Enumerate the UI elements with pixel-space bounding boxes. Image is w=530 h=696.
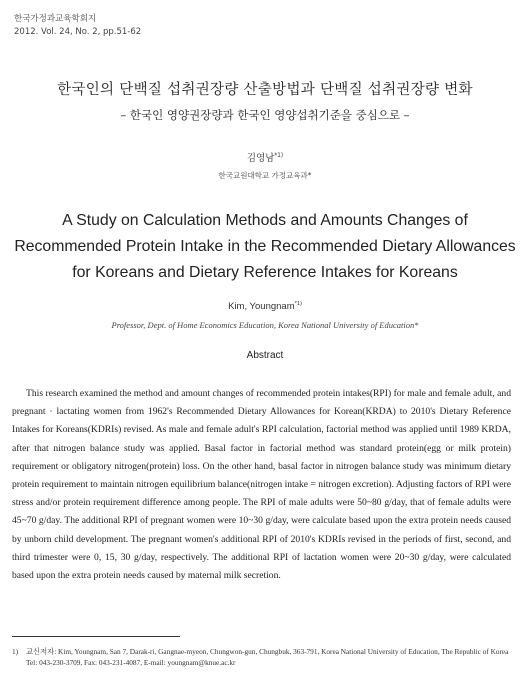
english-title: A Study on Calculation Methods and Amounts Changes of Recommended Protein Intake in the Recommended Dietary Allowances for Koreans and Dietary Reference Intakes for Koreans [14, 212, 516, 281]
footnote [12, 646, 517, 668]
journal-header [14, 13, 141, 39]
korean-author-mark: *1) [274, 152, 284, 159]
footnote-divider [12, 636, 180, 637]
korean-affiliation: 한국교원대학교 가정교육과* [218, 171, 312, 180]
korean-title: 한국인의 단백질 섭취권장량 산출방법과 단백질 섭취권장량 변화 [57, 82, 473, 98]
korean-author [0, 150, 530, 164]
footnote-address: 교신저자: Kim, Youngnam, San 7, Darak-ri, Gangnae-myeon, Chungwon-gun, Chungbuk, 363-791, Korea National University of Education, The Republic of Korea [26, 647, 509, 656]
abstract-heading: Abstract [246, 350, 284, 361]
footnote-contact: Tel: 043-230-3709, Fax: 043-231-4087, E-mail: youngnam@knue.ac.kr [26, 658, 236, 667]
english-author [0, 301, 530, 312]
journal-name: 한국가정과교육학회지 [14, 14, 97, 24]
abstract-body: This research examined the method and amount changes of recommended protein intakes(RPI) for male and female adult, and pregnant · lactating women from 1962's Recommended Dietary Allowances for Korean(KRDA) to 2010's Dietary Reference Intakes for Koreans(KDRIs) revised. As male and female adult's RPI calculation, factorial method was applied until 1989 KRDA, after that nitrogen balance study was applied. Basal factor in factorial method was standard protein(egg or milk protein) requirement or obligatory nitrogen(protein) loss. On the other hand, basal factor in nitrogen balance study was minimum dietary protein requirement to maintain nitrogen equilibrium balance(nitrogen intake = nitrogen excretion). Adjusting factors of RPI were stress and/or protein requirement difference among people. The RPI of male adults were 50~80 g/day, that of female adults were 45~70 g/day. The additional RPI of pregnant women were 10~30 g/day, were calculate based upon the extra protein needs caused by unborn child development. The pregnant women's additional RPI of 2010's KDRIs revised in the periods of first, second, and third trimester were 0, 15, 30 g/day, respectively. The additional RPI of lactation women were 20~30 g/day, were calculated based upon the extra protein needs caused by maternal milk secretion. [12, 388, 511, 582]
english-author-mark: *1) [294, 300, 302, 307]
korean-author-name: 김영남 [246, 153, 275, 164]
journal-citation: 2012. Vol. 24, No. 2, pp.51-62 [14, 27, 142, 37]
korean-subtitle: – 한국인 영양권장량과 한국인 영양섭취기준을 중심으로 – [120, 108, 410, 122]
english-affiliation: Professor, Dept. of Home Economics Education, Korea National University of Education* [111, 320, 419, 330]
footnote-mark: 1) [12, 647, 19, 656]
english-author-name: Kim, Youngnam [228, 301, 295, 312]
